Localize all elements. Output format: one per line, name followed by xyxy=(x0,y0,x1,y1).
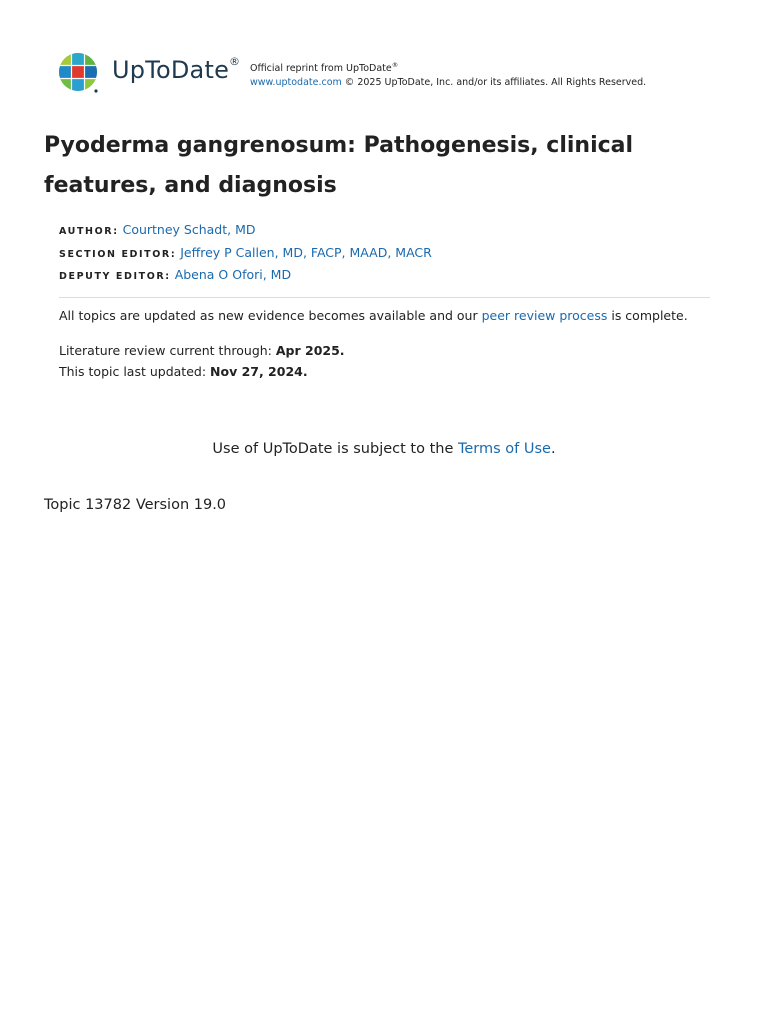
review-note-prefix: All topics are updated as new evidence becomes available and our xyxy=(59,308,482,323)
byline xyxy=(59,220,432,288)
terms-prefix: Use of UpToDate is subject to the xyxy=(212,441,458,457)
page-header xyxy=(58,52,738,96)
terms-notice xyxy=(0,438,768,460)
last-updated-date: Nov 27, 2024. xyxy=(210,363,308,379)
section-editor-link[interactable]: Jeffrey P Callen, MD, FACP, MAAD, MACR xyxy=(180,244,432,260)
author-role-label: AUTHOR: xyxy=(59,226,119,237)
deputy-editor-link[interactable]: Abena O Ofori, MD xyxy=(174,267,292,282)
review-note xyxy=(59,306,688,326)
deputy-editor-role-label: DEPUTY EDITOR: xyxy=(59,271,171,282)
page-title: Pyoderma gangrenosum: Pathogenesis, clinical features, and diagnosis xyxy=(44,133,634,198)
reprint-notice xyxy=(250,58,646,90)
reprint-line: Official reprint from UpToDate xyxy=(250,63,392,75)
terms-suffix: . xyxy=(550,441,556,457)
topic-version: Topic 13782 Version 19.0 xyxy=(44,497,227,513)
registered-mark: ® xyxy=(229,55,241,68)
literature-review-label: Literature review current through: xyxy=(59,343,276,358)
deputy-editor-row xyxy=(59,265,432,288)
section-editor-role-label: SECTION EDITOR: xyxy=(59,248,177,260)
site-link[interactable]: www.uptodate.com xyxy=(250,77,342,89)
author-row xyxy=(59,220,432,243)
literature-review-date: Apr 2025. xyxy=(275,343,345,358)
review-note-suffix: is complete. xyxy=(607,308,688,323)
review-dates xyxy=(59,341,345,382)
last-updated-row xyxy=(59,362,345,383)
logo-wordmark xyxy=(112,56,240,84)
reprint-registered-mark: ® xyxy=(391,61,399,69)
copyright-text: © 2025 UpToDate, Inc. and/or its affiliates. All Rights Reserved. xyxy=(341,77,647,89)
logo-name: UpToDate xyxy=(112,56,230,84)
section-editor-row xyxy=(59,243,432,266)
author-link[interactable]: Courtney Schadt, MD xyxy=(122,222,256,237)
peer-review-link[interactable]: peer review process xyxy=(481,308,608,323)
last-updated-label: This topic last updated: xyxy=(59,363,211,379)
literature-review-row xyxy=(59,341,345,362)
uptodate-globe-icon xyxy=(58,52,100,94)
terms-of-use-link[interactable]: Terms of Use xyxy=(457,441,551,457)
divider xyxy=(59,297,710,298)
